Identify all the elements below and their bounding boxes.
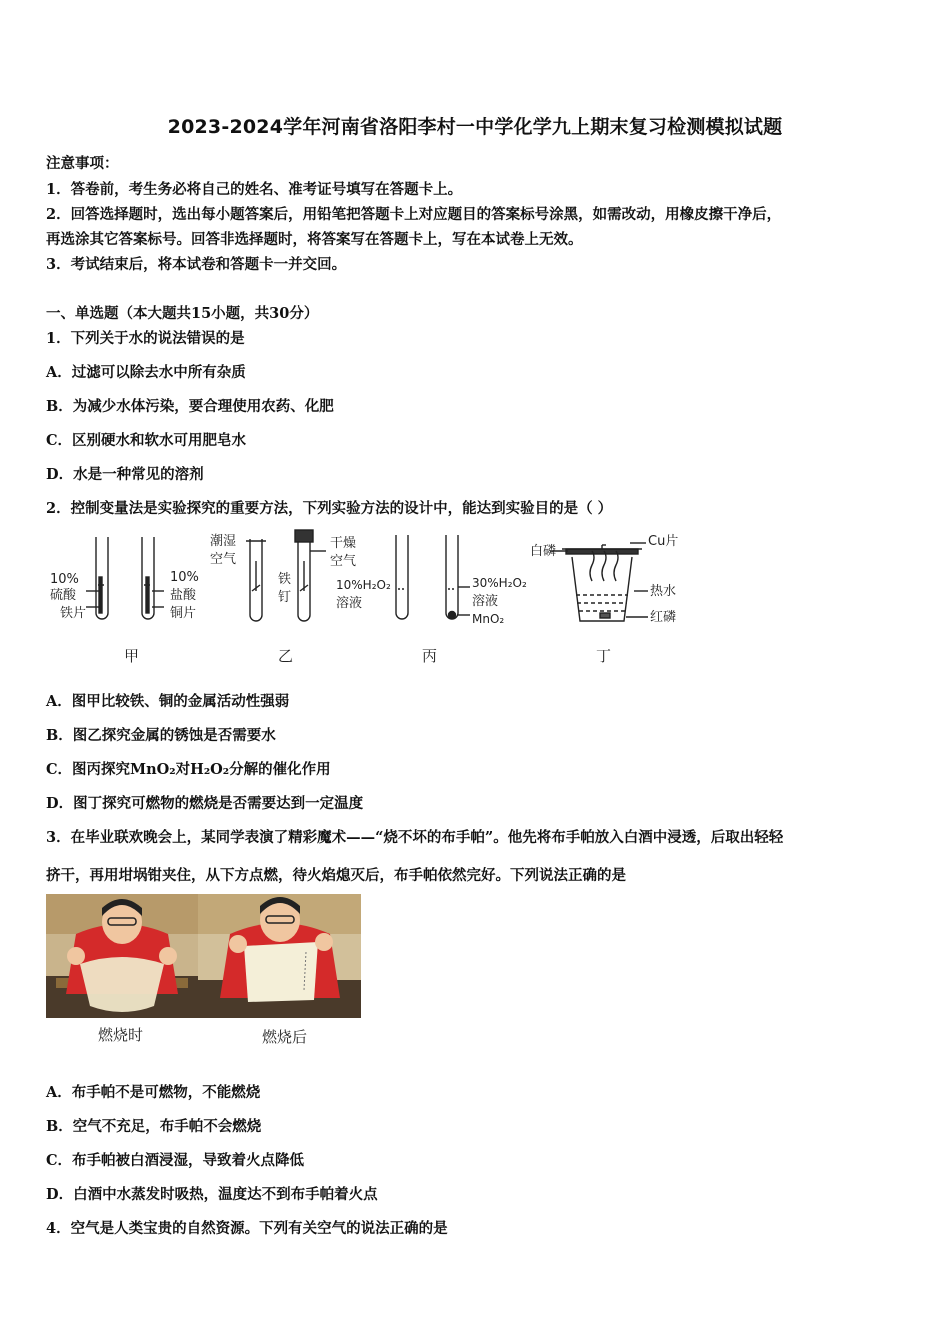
label-jia: 甲 [124, 647, 140, 665]
yi-air-moist: 空气 [210, 552, 237, 567]
caption-after-burning: 燃烧后 [262, 1028, 308, 1046]
notice-item-3: 3．考试结束后，将本试卷和答题卡一并交回。 [46, 256, 347, 273]
burning-photo [46, 894, 198, 1018]
q1-option-d: D．水是一种常见的溶剂 [46, 466, 204, 483]
yi-nail: 钉 [278, 590, 292, 605]
q3-option-d: D．白酒中水蒸发时吸热，温度达不到布手帕着火点 [46, 1186, 378, 1203]
q3-option-a: A．布手帕不是可燃物，不能燃烧 [46, 1084, 261, 1101]
yi-air-dry: 空气 [330, 554, 357, 569]
q2-stem: 2．控制变量法是实验探究的重要方法，下列实验方法的设计中，能达到实验目的是（ ） [46, 500, 613, 517]
figure-ding [550, 543, 648, 621]
after-burning-photo [198, 894, 361, 1018]
jia-right-acid: 盐酸 [170, 588, 197, 603]
jia-right-conc: 10% [170, 570, 199, 585]
bing-left-conc: 10%H₂O₂ [336, 578, 391, 592]
q1-option-c: C．区别硬水和软水可用肥皂水 [46, 432, 247, 449]
notice-item-1: 1．答卷前，考生务必将自己的姓名、准考证号填写在答题卡上。 [46, 181, 463, 198]
label-ding: 丁 [596, 647, 612, 665]
q2-option-c: C．图丙探究MnO₂对H₂O₂分解的催化作用 [46, 761, 331, 778]
q3-option-c: C．布手帕被白酒浸湿，导致着火点降低 [46, 1152, 305, 1169]
q4-stem: 4．空气是人类宝贵的自然资源。下列有关空气的说法正确的是 [46, 1220, 448, 1237]
page-title: 2023-2024学年河南省洛阳李村一中学化学九上期末复习检测模拟试题 [167, 116, 783, 138]
section-heading: 一、单选题（本大题共15小题，共30分） [46, 305, 319, 322]
q3-stem-line1: 3．在毕业联欢晚会上，某同学表演了精彩魔术——“烧不坏的布手帕”。他先将布手帕放入白酒中浸透，后取出轻轻 [46, 829, 784, 846]
yi-dry: 干燥 [330, 536, 357, 551]
yi-iron: 铁 [278, 572, 292, 587]
q3-stem-line2: 挤干，再用坩埚钳夹住，从下方点燃，待火焰熄灭后，布手帕依然完好。下列说法正确的是 [46, 867, 626, 884]
caption-burning: 燃烧时 [98, 1026, 144, 1044]
ding-white-p: 白磷 [530, 544, 557, 559]
q1-stem: 1．下列关于水的说法错误的是 [46, 330, 245, 347]
ding-cu: Cu片 [648, 534, 679, 549]
bing-right-solution: 溶液 [472, 594, 499, 609]
q1-option-a: A．过滤可以除去水中所有杂质 [46, 364, 246, 381]
bing-right-conc: 30%H₂O₂ [472, 576, 527, 590]
notice-heading: 注意事项： [46, 155, 119, 172]
notice-item-2: 2．回答选择题时，选出每小题答案后，用铅笔把答题卡上对应题目的答案标号涂黑，如需改动，用橡皮擦干净后， [46, 206, 782, 223]
jia-left-metal: 铁片 [60, 606, 87, 621]
bing-left-solution: 溶液 [336, 596, 363, 611]
jia-left-acid: 硫酸 [50, 588, 77, 603]
notice-item-2-cont: 再选涂其它答案标号。回答非选择题时，将答案写在答题卡上，写在本试卷上无效。 [46, 231, 583, 248]
label-bing: 丙 [422, 647, 438, 665]
q3-option-b: B．空气不充足，布手帕不会燃烧 [46, 1118, 262, 1135]
q2-experiment-figure [46, 525, 706, 670]
figure-jia [86, 537, 164, 619]
jia-left-conc: 10% [50, 572, 79, 587]
yi-moist: 潮湿 [210, 534, 237, 549]
bing-mno2: MnO₂ [472, 612, 505, 626]
label-yi: 乙 [278, 647, 294, 665]
ding-hot-water: 热水 [650, 584, 677, 599]
q2-option-a: A．图甲比较铁、铜的金属活动性强弱 [46, 693, 290, 710]
figure-bing [396, 535, 470, 619]
q1-option-b: B．为减少水体污染，要合理使用农药、化肥 [46, 398, 334, 415]
jia-right-metal: 铜片 [170, 606, 197, 621]
ding-red-p: 红磷 [650, 610, 677, 625]
q2-option-d: D．图丁探究可燃物的燃烧是否需要达到一定温度 [46, 795, 364, 812]
q2-option-b: B．图乙探究金属的锈蚀是否需要水 [46, 727, 276, 744]
